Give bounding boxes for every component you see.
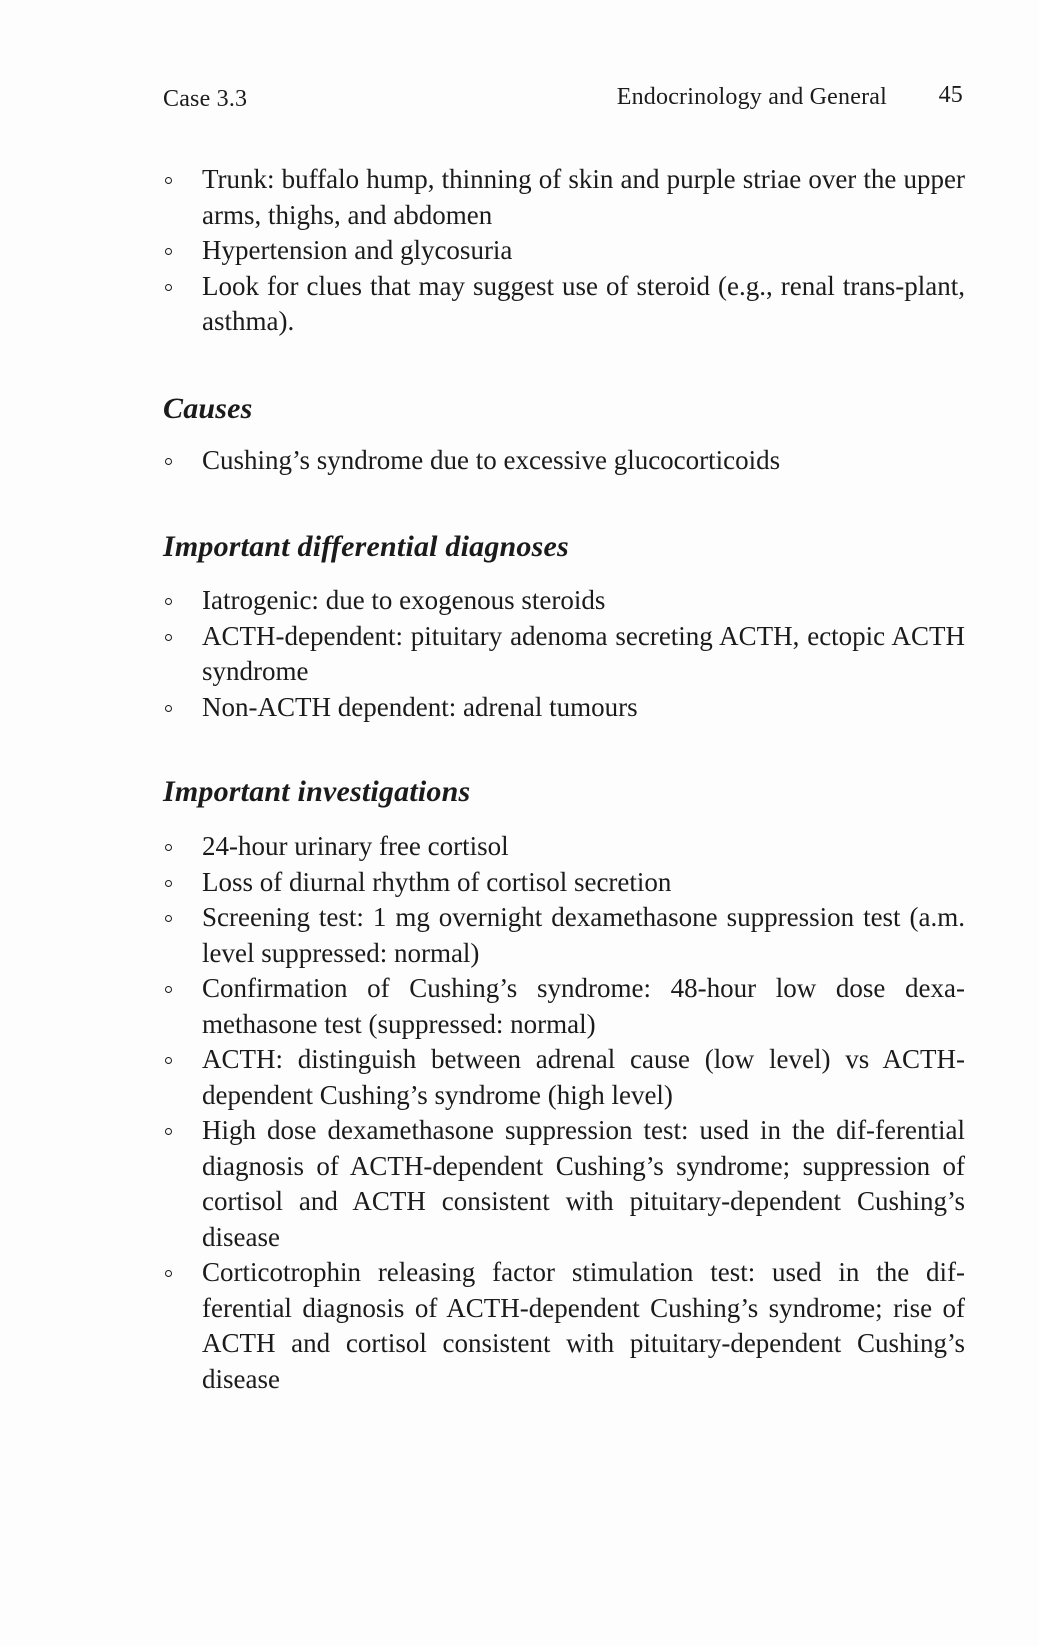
list-item: High dose dexamethasone suppression test: used in the dif-ferential diagnosis of ACTH-dependent Cushing’s syndrome; suppression of cortisol and ACTH consistent with pituitary-dependent Cushing’s disease [165, 1113, 965, 1255]
bullet-icon [165, 915, 172, 922]
running-head [163, 82, 963, 120]
bullet-icon [165, 880, 172, 887]
list-item: Cushing’s syndrome due to excessive glucocorticoids [165, 443, 965, 479]
list-item: Loss of diurnal rhythm of cortisol secretion [165, 865, 965, 901]
bullet-icon [165, 284, 172, 291]
list-item: ACTH: distinguish between adrenal cause (low level) vs ACTH-dependent Cushing’s syndrome (high level) [165, 1042, 965, 1113]
causes-heading: Causes [163, 392, 253, 425]
bullet-icon [165, 248, 172, 255]
list-item: Corticotrophin releasing factor stimulation test: used in the dif-ferential diagnosis of ACTH-dependent Cushing’s syndrome; rise of ACTH and cortisol consistent with pituitary-dependent Cushing’s disease [165, 1255, 965, 1397]
intro-bullet-list [165, 162, 965, 340]
list-item: Screening test: 1 mg overnight dexamethasone suppression test (a.m. level suppressed: normal) [165, 900, 965, 971]
list-item: ACTH-dependent: pituitary adenoma secreting ACTH, ectopic ACTH syndrome [165, 619, 965, 690]
bullet-icon [165, 705, 172, 712]
investigations-list [165, 829, 965, 1397]
section-title: Endocrinology and General [616, 84, 887, 110]
bullet-icon [165, 634, 172, 641]
list-item: 24-hour urinary free cortisol [165, 829, 965, 865]
causes-list [165, 443, 965, 479]
case-label: Case 3.3 [163, 86, 248, 112]
bullet-icon [165, 1128, 172, 1135]
bullet-icon [165, 458, 172, 465]
list-item: Hypertension and glycosuria [165, 233, 965, 269]
list-item: Confirmation of Cushing’s syndrome: 48-hour low dose dexa-methasone test (suppressed: normal) [165, 971, 965, 1042]
bullet-icon [165, 598, 172, 605]
bullet-icon [165, 844, 172, 851]
bullet-icon [165, 1057, 172, 1064]
differential-list [165, 583, 965, 725]
bullet-icon [165, 177, 172, 184]
bullet-icon [165, 1270, 172, 1277]
list-item: Iatrogenic: due to exogenous steroids [165, 583, 965, 619]
list-item: Non-ACTH dependent: adrenal tumours [165, 690, 965, 726]
bullet-icon [165, 986, 172, 993]
differential-heading: Important differential diagnoses [163, 530, 569, 563]
list-item: Trunk: buffalo hump, thinning of skin and purple striae over the upper arms, thighs, and abdomen [165, 162, 965, 233]
investigations-heading: Important investigations [163, 775, 471, 808]
page-number: 45 [938, 82, 963, 108]
list-item: Look for clues that may suggest use of steroid (e.g., renal trans-plant, asthma). [165, 269, 965, 340]
